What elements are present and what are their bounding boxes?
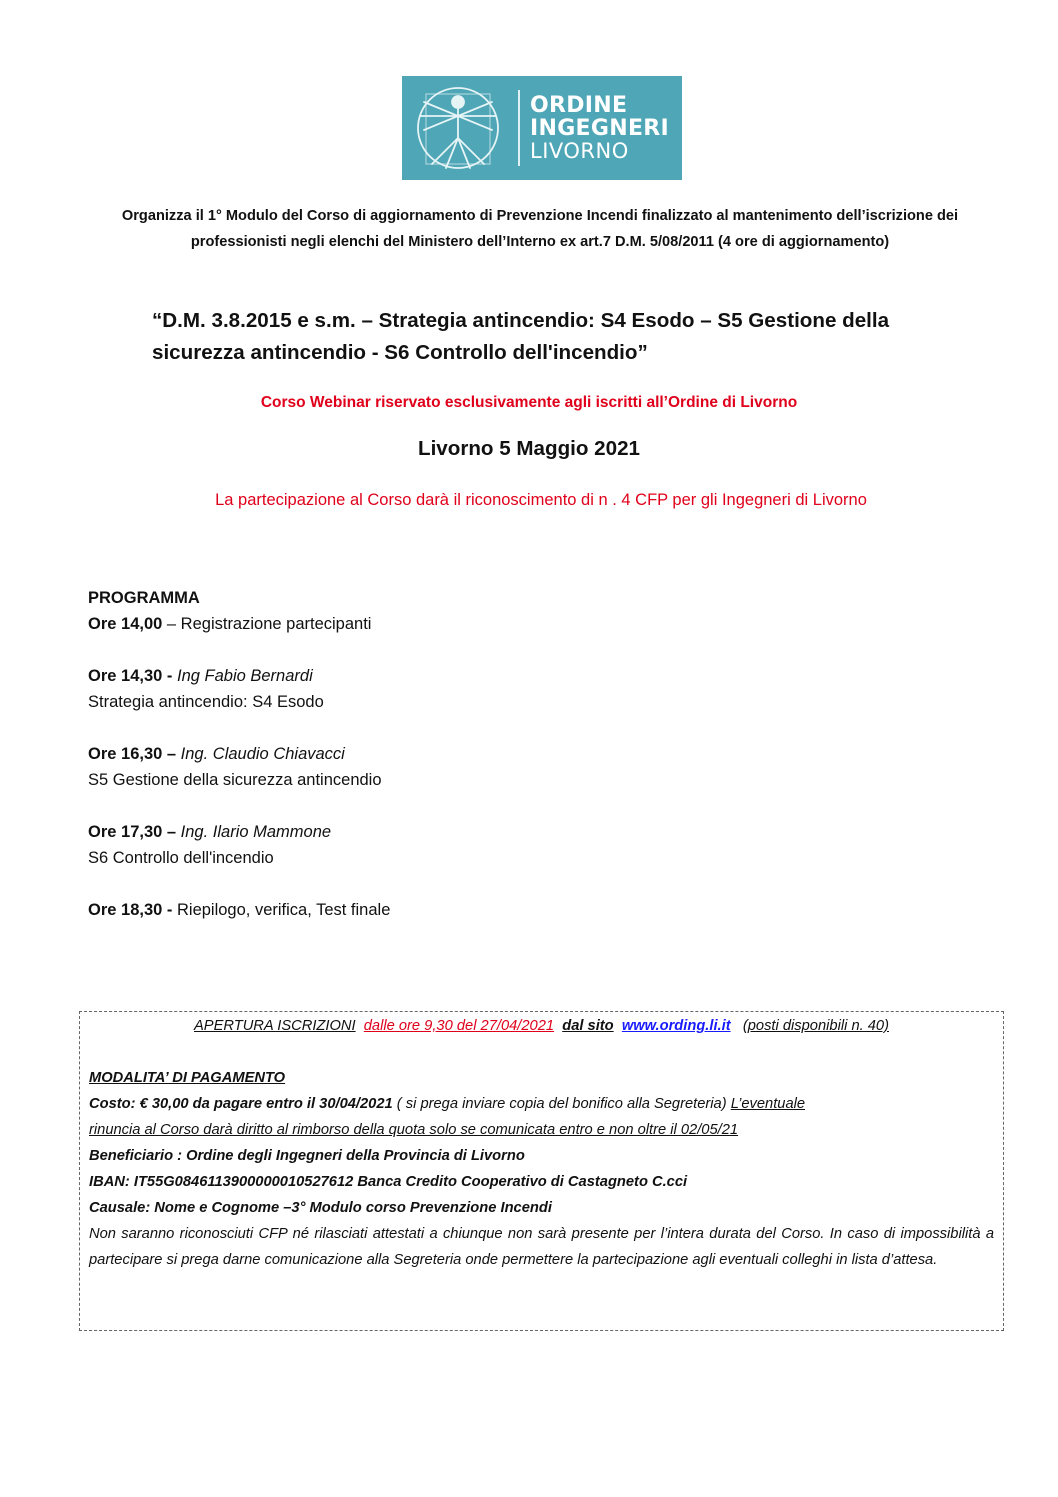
logo-divider bbox=[518, 90, 520, 166]
logo bbox=[402, 76, 682, 180]
cfp-notice: La partecipazione al Corso darà il riconoscimento di n . 4 CFP per gli Ingegneri di Livorno bbox=[215, 491, 867, 509]
program-desc: Riepilogo, verifica, Test finale bbox=[176, 901, 391, 919]
places-available: (posti disponibili n. 40) bbox=[742, 1018, 889, 1034]
program-topic: Strategia antincendio: S4 Esodo bbox=[88, 693, 324, 711]
program-time: Ore 16,30 – bbox=[88, 745, 177, 763]
program-time: Ore 14,30 - bbox=[88, 667, 173, 685]
reserved-notice: Corso Webinar riservato esclusivamente agli iscritti all’Ordine di Livorno bbox=[260, 394, 798, 411]
refund-start: L’eventuale bbox=[730, 1096, 806, 1112]
logo-text bbox=[530, 94, 669, 162]
program-time: Ore 18,30 - bbox=[88, 901, 173, 919]
intro-text: Organizza il 1° Modulo del Corso di aggiornamento di Prevenzione Incendi finalizzato al mantenimento dell’iscrizione dei professionisti negli elenchi del Ministero dell’Interno ex art.7 D.M. 5/08/2011 (4 ore di aggiornamento) bbox=[121, 208, 959, 250]
iban: IBAN: IT55G0846113900000010527612 Banca Credito Cooperativo di Castagneto C.cci bbox=[89, 1174, 688, 1190]
event-date: Livorno 5 Maggio 2021 bbox=[417, 437, 640, 460]
course-title-line-2: sicurezza antincendio - S6 Controllo dell'incendio” bbox=[152, 341, 648, 364]
cost-note: ( si prega inviare copia del bonifico alla Segreteria) bbox=[396, 1096, 727, 1112]
site-link[interactable]: www.ording.li.it bbox=[621, 1018, 731, 1034]
program-item bbox=[88, 897, 390, 923]
causale: Causale: Nome e Cognome –3° Modulo corso Prevenzione Incendi bbox=[89, 1200, 552, 1216]
program-item bbox=[88, 663, 390, 715]
program-topic: S6 Controllo dell'incendio bbox=[88, 849, 274, 867]
course-title bbox=[152, 305, 952, 369]
payment-heading: MODALITA’ DI PAGAMENTO bbox=[89, 1070, 286, 1086]
program-heading: PROGRAMMA bbox=[88, 589, 200, 607]
attendance-notice: Non saranno riconosciuti CFP né rilasciati attestati a chiunque non sarà presente per l’intera durata del Corso. In caso di impossibilità a partecipare si prega darne comunicazione alla Segreteria onde permettere la partecipazione agli eventuali colleghi in lista d’attesa. bbox=[89, 1226, 994, 1268]
refund-text: rinuncia al Corso darà diritto al rimborso della quota solo se comunicata entro e non oltre il 02/05/21 bbox=[89, 1122, 739, 1138]
cost-text: Costo: € 30,00 da pagare entro il 30/04/2021 bbox=[89, 1096, 393, 1112]
program-item bbox=[88, 611, 390, 637]
program-separator: – bbox=[162, 615, 181, 633]
registration-box bbox=[79, 1011, 1004, 1331]
logo-line-3: LIVORNO bbox=[530, 139, 629, 164]
course-title-line-1: “D.M. 3.8.2015 e s.m. – Strategia antincendio: S4 Esodo – S5 Gestione della bbox=[152, 309, 890, 332]
registration-opening bbox=[80, 1013, 1003, 1039]
program-time: Ore 17,30 – bbox=[88, 823, 177, 841]
site-label: dal sito bbox=[562, 1018, 614, 1034]
program-item bbox=[88, 741, 390, 793]
beneficiary: Beneficiario : Ordine degli Ingegneri della Provincia di Livorno bbox=[89, 1148, 525, 1164]
program-desc: Registrazione partecipanti bbox=[180, 615, 372, 633]
program-time: Ore 14,00 bbox=[88, 615, 163, 633]
payment-cost bbox=[89, 1091, 994, 1117]
opening-label: APERTURA ISCRIZIONI bbox=[194, 1018, 356, 1034]
opening-time: dalle ore 9,30 del 27/04/2021 bbox=[363, 1018, 555, 1034]
program-speaker: Ing Fabio Bernardi bbox=[176, 667, 313, 685]
program-speaker: Ing. Claudio Chiavacci bbox=[180, 745, 345, 763]
program-topic: S5 Gestione della sicurezza antincendio bbox=[88, 771, 382, 789]
logo-line-2: INGEGNERI bbox=[530, 115, 670, 141]
program-item bbox=[88, 819, 390, 871]
program-speaker: Ing. Ilario Mammone bbox=[180, 823, 332, 841]
logo-line-1: ORDINE bbox=[530, 92, 628, 118]
payment-section bbox=[80, 1065, 1003, 1273]
program bbox=[88, 585, 390, 949]
vitruvian-man-icon bbox=[402, 76, 510, 180]
